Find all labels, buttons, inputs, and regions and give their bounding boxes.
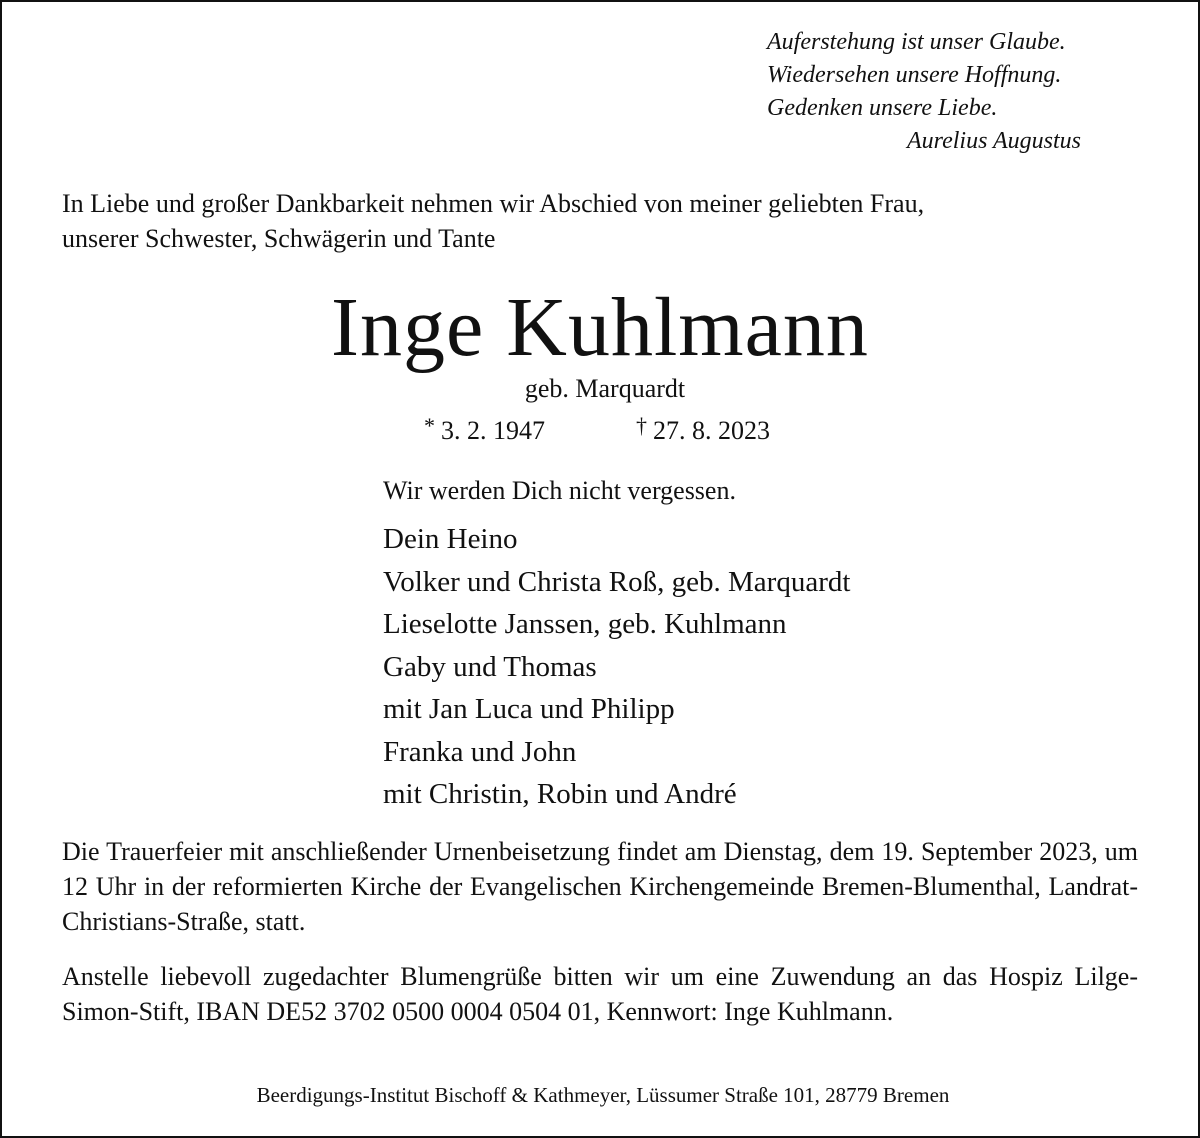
birth-star-icon: * bbox=[424, 413, 435, 438]
epigraph-quote bbox=[767, 26, 1167, 158]
death-date-block bbox=[636, 414, 770, 449]
quote-author: Aurelius Augustus bbox=[907, 128, 1082, 154]
mourners-list bbox=[383, 518, 850, 816]
quote-line: Wiedersehen unsere Hoffnung. bbox=[767, 62, 1062, 88]
mourner: Franka und John bbox=[383, 735, 577, 768]
quote-line: Gedenken unsere Liebe. bbox=[767, 95, 998, 121]
mourner: Lieselotte Janssen, geb. Kuhlmann bbox=[383, 608, 787, 640]
mourner: mit Jan Luca und Philipp bbox=[383, 693, 675, 725]
intro-text bbox=[62, 186, 1152, 256]
mourner: mit Christin, Robin und André bbox=[383, 778, 737, 810]
deceased-name: Inge Kuhlmann bbox=[331, 281, 869, 374]
death-cross-icon: † bbox=[636, 413, 647, 438]
mourner: Gaby und Thomas bbox=[383, 650, 597, 683]
maiden-name: geb. Marquardt bbox=[524, 374, 686, 403]
birth-date: 3. 2. 1947 bbox=[441, 416, 545, 445]
mourner: Volker und Christa Roß, geb. Marquardt bbox=[383, 565, 851, 598]
intro-line: unserer Schwester, Schwägerin und Tante bbox=[62, 224, 496, 253]
mourner: Dein Heino bbox=[383, 523, 518, 555]
birth-date-block bbox=[424, 414, 545, 449]
farewell-line: Wir werden Dich nicht vergessen. bbox=[383, 476, 736, 505]
intro-line: In Liebe und großer Dankbarkeit nehmen wir Abschied von meiner geliebten Frau, bbox=[62, 189, 925, 218]
undertaker-line: Beerdigungs-Institut Bischoff & Kathmeyer, Lüssumer Straße 101, 28779 Bremen bbox=[256, 1083, 950, 1107]
quote-line: Auferstehung ist unser Glaube. bbox=[767, 29, 1066, 55]
donation-paragraph: Anstelle liebevoll zugedachter Blumengrüße bitten wir um eine Zuwendung an das Hospiz Lilge-Simon-Stift, IBAN DE52 3702 0500 0004 0504 01, Kennwort: Inge Kuhlmann. bbox=[62, 962, 1138, 1026]
ceremony-paragraph: Die Trauerfeier mit anschließender Urnenbeisetzung findet am Dienstag, dem 19. September 2023, um 12 Uhr in der reformierten Kirche der Evangelischen Kirchengemeinde Bremen-Blumenthal, Landrat-Christians-Straße, statt. bbox=[62, 837, 1138, 936]
death-date: 27. 8. 2023 bbox=[653, 416, 770, 445]
